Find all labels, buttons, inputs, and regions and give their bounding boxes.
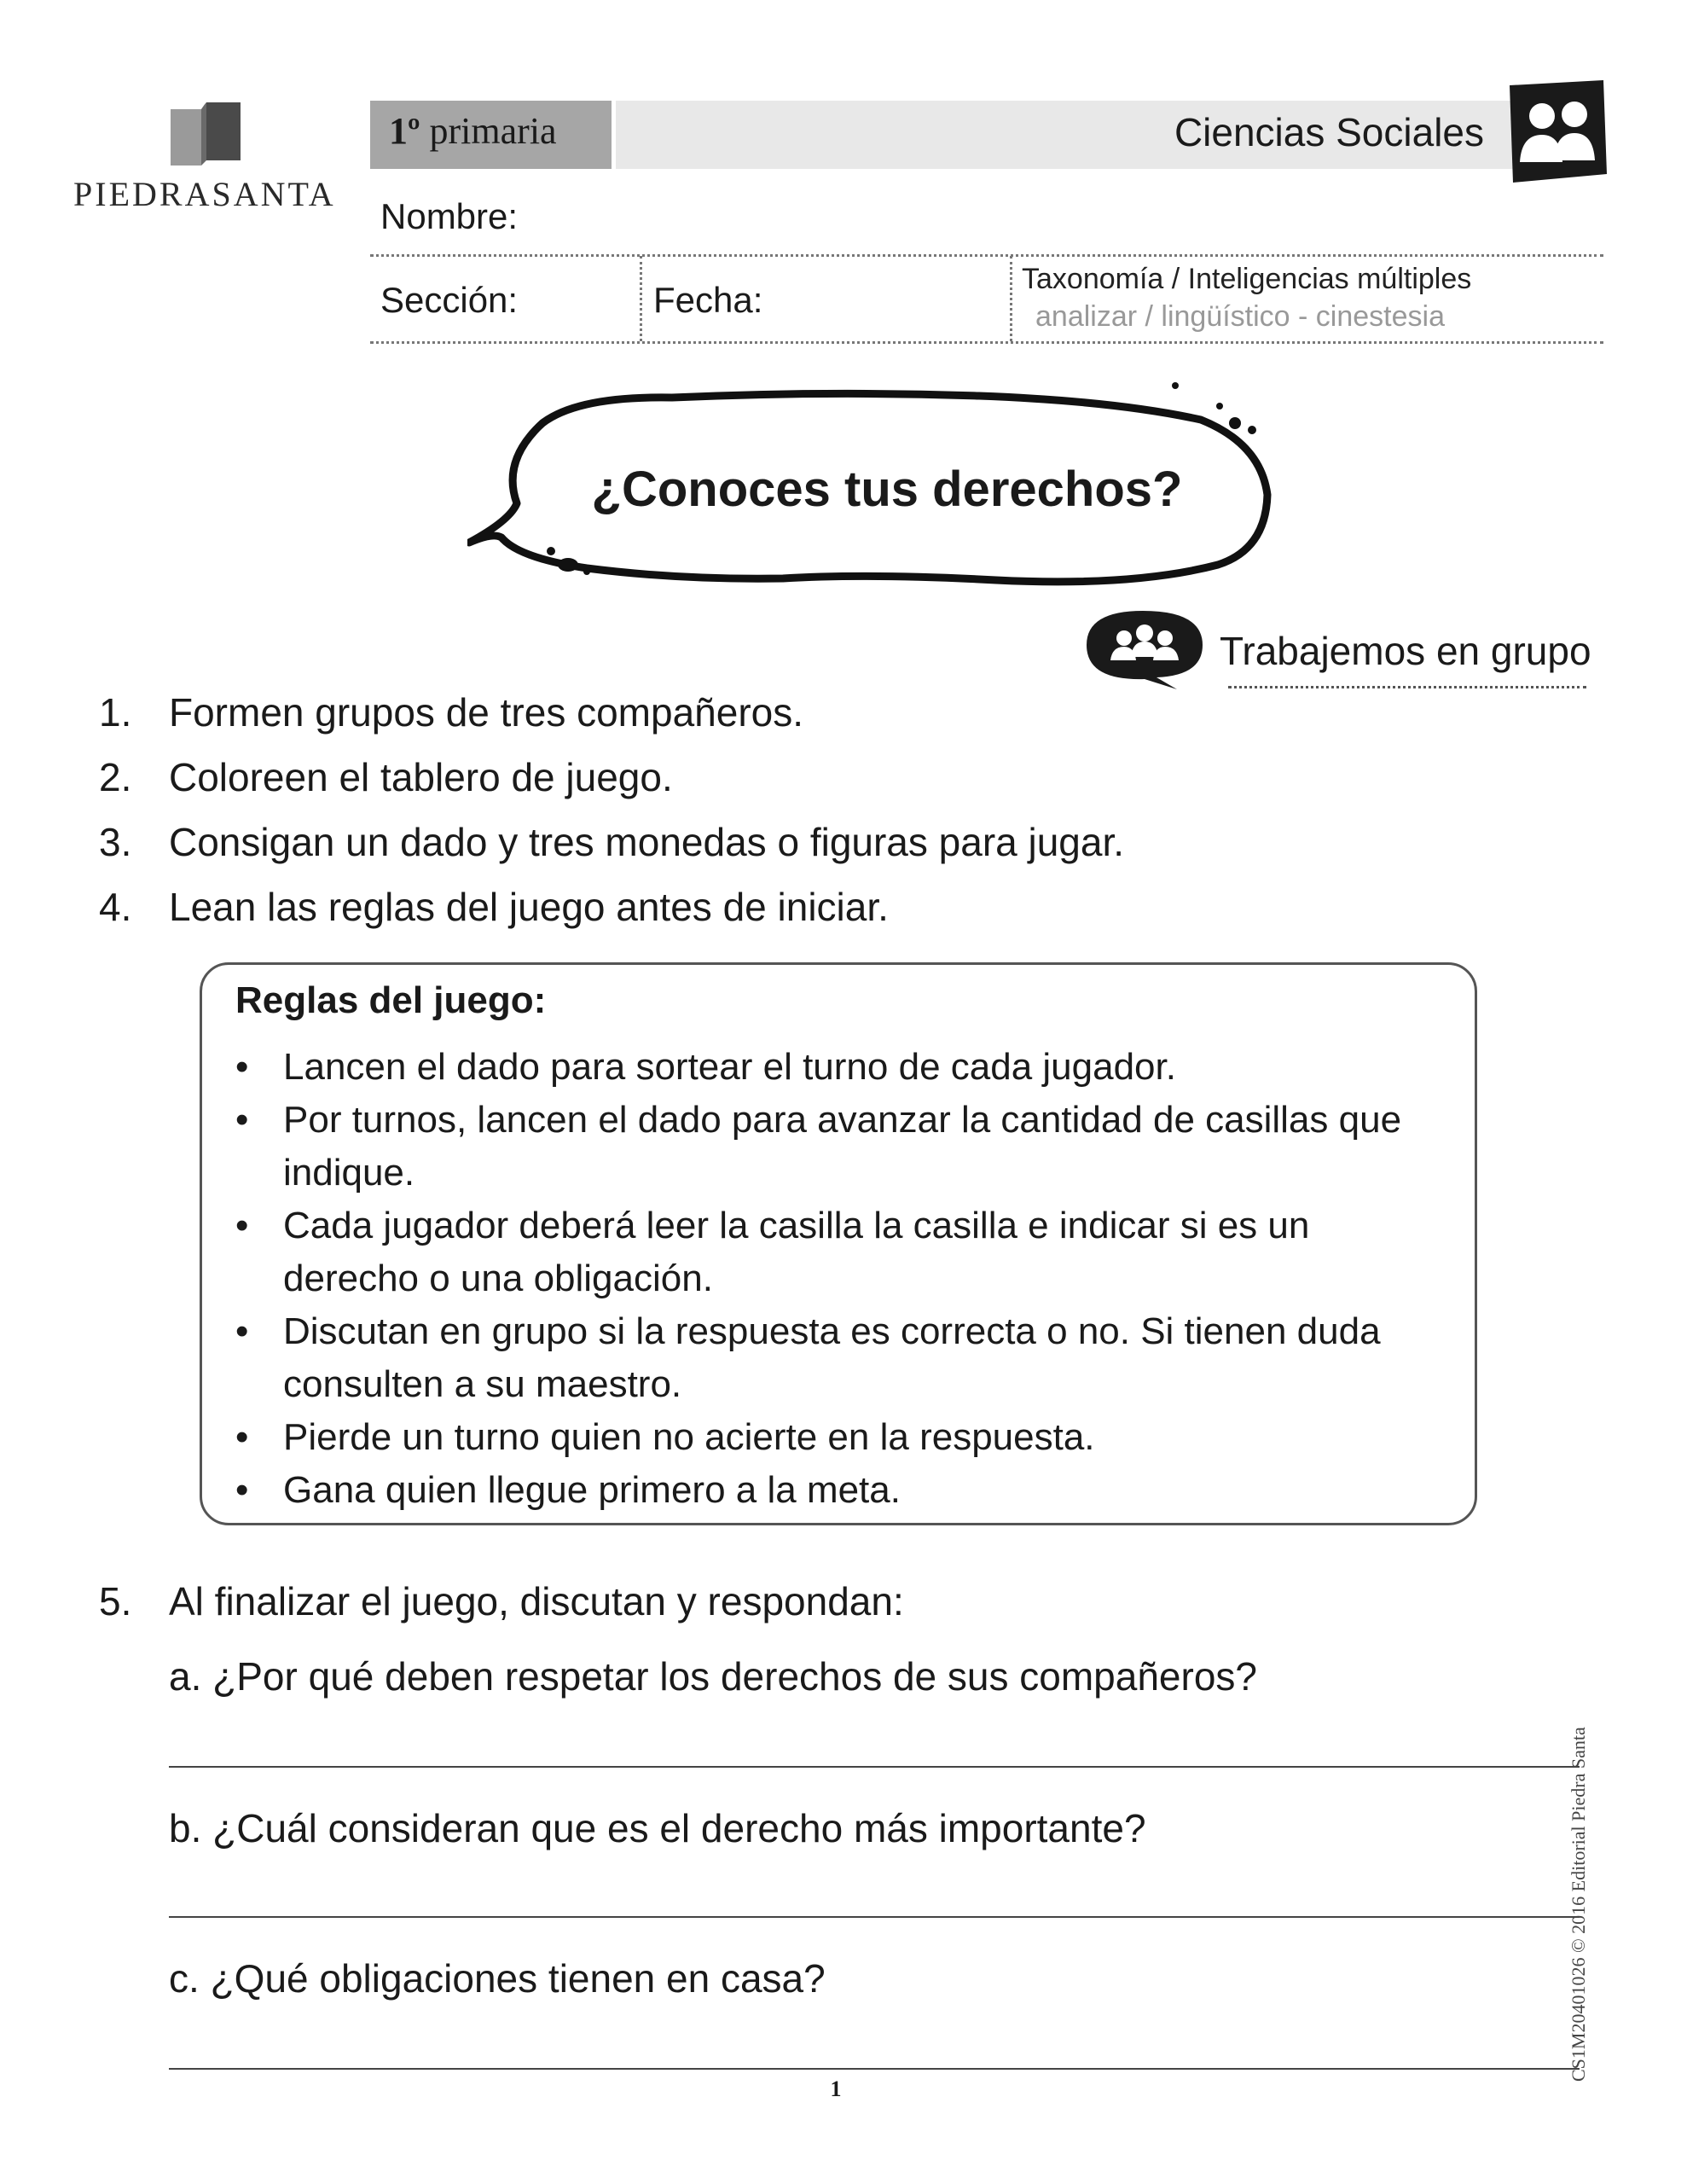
bullet: • [235, 1469, 249, 1511]
list-item [99, 689, 1583, 735]
bullet: • [235, 1205, 249, 1246]
page-title: ¿Conoces tus derechos? [591, 462, 1183, 517]
item-text: Formen grupos de tres compañeros. [169, 690, 804, 735]
rule-text: Por turnos, lancen el dado para avanzar la cantidad de casillas que indique. [283, 1099, 1402, 1194]
divider-line [640, 256, 642, 341]
grade-number: 1º [389, 110, 420, 152]
list-item [99, 819, 1583, 865]
question [169, 1805, 1568, 1851]
item-text: Al finalizar el juego, discutan y respondan: [169, 1579, 904, 1623]
rule-text: Lancen el dado para sortear el turno de cada jugador. [283, 1046, 1176, 1088]
subject-title: Ciencias Sociales [1174, 110, 1484, 154]
list-item [235, 1411, 1446, 1464]
rule-text: Gana quien llegue primero a la meta. [283, 1469, 901, 1511]
item-text: Lean las reglas del juego antes de iniciar. [169, 885, 889, 929]
item-number: 3. [99, 820, 132, 864]
rule-text: Pierde un turno quien no acierte en la respuesta. [283, 1416, 1095, 1458]
rule-text: Cada jugador deberá leer la casilla la casilla e indicar si es un derecho o una obligación. [283, 1205, 1310, 1299]
copyright-notice: CS1M20401026 © 2016 Editorial Piedra Santa [1568, 1727, 1589, 2082]
book-icon [167, 101, 244, 169]
list-item [99, 1578, 1583, 1624]
bullet: • [235, 1099, 249, 1141]
item-text: Consigan un dado y tres monedas o figuras para jugar. [169, 820, 1125, 864]
list-item [235, 1305, 1446, 1411]
item-number: 1. [99, 690, 132, 735]
rule-text: Discutan en grupo si la respuesta es correcta o no. Si tienen duda consulten a su maestro. [283, 1310, 1381, 1405]
question-letter: b. [169, 1806, 202, 1850]
speech-bubble-group-icon [1083, 607, 1209, 691]
item-number: 2. [99, 755, 132, 799]
question-text: ¿Qué obligaciones tienen en casa? [210, 1956, 826, 2001]
item-number: 5. [99, 1579, 132, 1623]
list-item [235, 1199, 1446, 1305]
item-text: Coloreen el tablero de juego. [169, 755, 673, 799]
list-item [99, 884, 1583, 930]
taxonomy-values: analizar / lingüístico - cinestesia [1035, 300, 1446, 333]
group-work-label: Trabajemos en grupo [1220, 629, 1591, 673]
bullet: • [235, 1416, 249, 1458]
seccion-label: Sección: [380, 280, 519, 320]
group-people-icon [1501, 78, 1610, 189]
divider-line [1228, 686, 1586, 688]
bullet: • [235, 1310, 249, 1352]
bullet: • [235, 1046, 249, 1088]
rules-title: Reglas del juego: [235, 979, 547, 1021]
divider-line [370, 254, 1603, 257]
fecha-label: Fecha: [653, 280, 763, 320]
question [169, 1653, 1568, 1699]
question [169, 1955, 1568, 2001]
list-item [235, 1464, 1446, 1517]
page-number: 1 [830, 2077, 842, 2101]
grade-label [389, 109, 557, 153]
logo-text: PIEDRASANTA [73, 175, 336, 213]
question-text: ¿Cuál consideran que es el derecho más importante? [212, 1806, 1146, 1850]
grade-word: primaria [429, 110, 557, 152]
answer-line[interactable] [169, 1916, 1580, 1918]
nombre-label: Nombre: [380, 196, 519, 236]
divider-line [370, 341, 1603, 344]
list-item [99, 754, 1583, 800]
question-letter: a. [169, 1654, 202, 1699]
question-text: ¿Por qué deben respetar los derechos de sus compañeros? [212, 1654, 1257, 1699]
list-item [235, 1094, 1446, 1199]
answer-line[interactable] [169, 1766, 1580, 1768]
list-item [235, 1041, 1446, 1094]
rules-list [235, 1041, 1446, 1517]
taxonomy-title: Taxonomía / Inteligencias múltiples [1022, 263, 1472, 295]
item-number: 4. [99, 885, 132, 929]
divider-line [1010, 256, 1012, 341]
question-letter: c. [169, 1956, 200, 2001]
answer-line[interactable] [169, 2068, 1580, 2070]
